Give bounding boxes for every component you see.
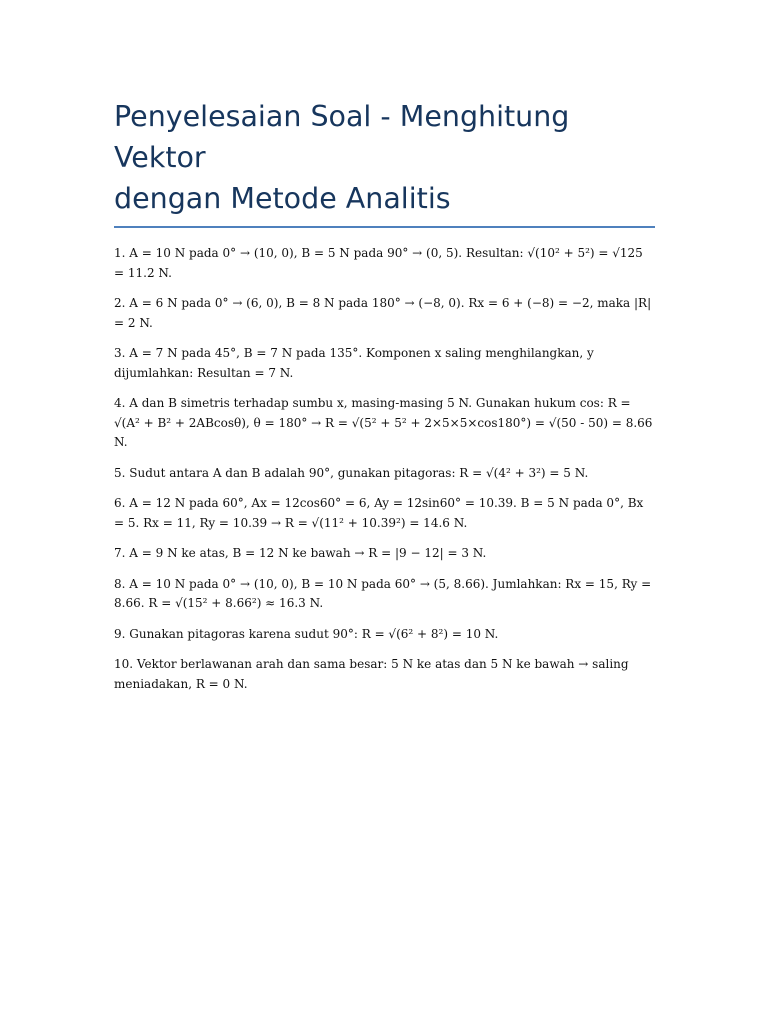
solution-item-2: 2. A = 6 N pada 0° → (6, 0), B = 8 N pada 180° → (−8, 0). Rx = 6 + (−8) = −2, maka |R| = 2 N.	[114, 296, 652, 330]
solution-item-5: 5. Sudut antara A dan B adalah 90°, gunakan pitagoras: R = √(4² + 3²) = 5 N.	[114, 465, 589, 480]
solution-list	[114, 244, 656, 694]
solution-item-9: 9. Gunakan pitagoras karena sudut 90°: R = √(6² + 8²) = 10 N.	[114, 626, 499, 641]
solution-item-7: 7. A = 9 N ke atas, B = 12 N ke bawah → R = |9 − 12| = 3 N.	[114, 546, 487, 560]
solution-item-10: 10. Vektor berlawanan arah dan sama besar: 5 N ke atas dan 5 N ke bawah → saling meniadakan, R = 0 N.	[114, 657, 629, 691]
title-line-1: Penyelesaian Soal - Menghitung Vektor	[114, 100, 570, 174]
solution-item-8: 8. A = 10 N pada 0° → (10, 0), B = 10 N pada 60° → (5, 8.66). Jumlahkan: Rx = 15, Ry = 8.66. R = √(15² + 8.66²) ≈ 16.3 N.	[114, 576, 652, 610]
solution-item-4: 4. A dan B simetris terhadap sumbu x, masing-masing 5 N. Gunakan hukum cos: R = √(A² + B² + 2ABcosθ), θ = 180° → R = √(5² + 5² + 2×5×5×cos180°) = √(50 - 50) = 8.66 N.	[114, 396, 653, 449]
solution-item-6: 6. A = 12 N pada 60°, Ax = 12cos60° = 6, Ay = 12sin60° = 10.39. B = 5 N pada 0°, Bx = 5. Rx = 11, Ry = 10.39 → R = √(11² + 10.39²) = 14.6 N.	[114, 496, 644, 530]
solution-item-1: 1. A = 10 N pada 0° → (10, 0), B = 5 N pada 90° → (0, 5). Resultan: √(10² + 5²) = √125 = 11.2 N.	[114, 246, 643, 280]
page-title	[114, 96, 656, 219]
title-underline	[114, 226, 655, 228]
title-line-2: dengan Metode Analitis	[114, 182, 451, 215]
solution-item-3: 3. A = 7 N pada 45°, B = 7 N pada 135°. Komponen x saling menghilangkan, y dijumlahkan: Resultan = 7 N.	[114, 346, 594, 380]
document-page	[114, 0, 656, 705]
